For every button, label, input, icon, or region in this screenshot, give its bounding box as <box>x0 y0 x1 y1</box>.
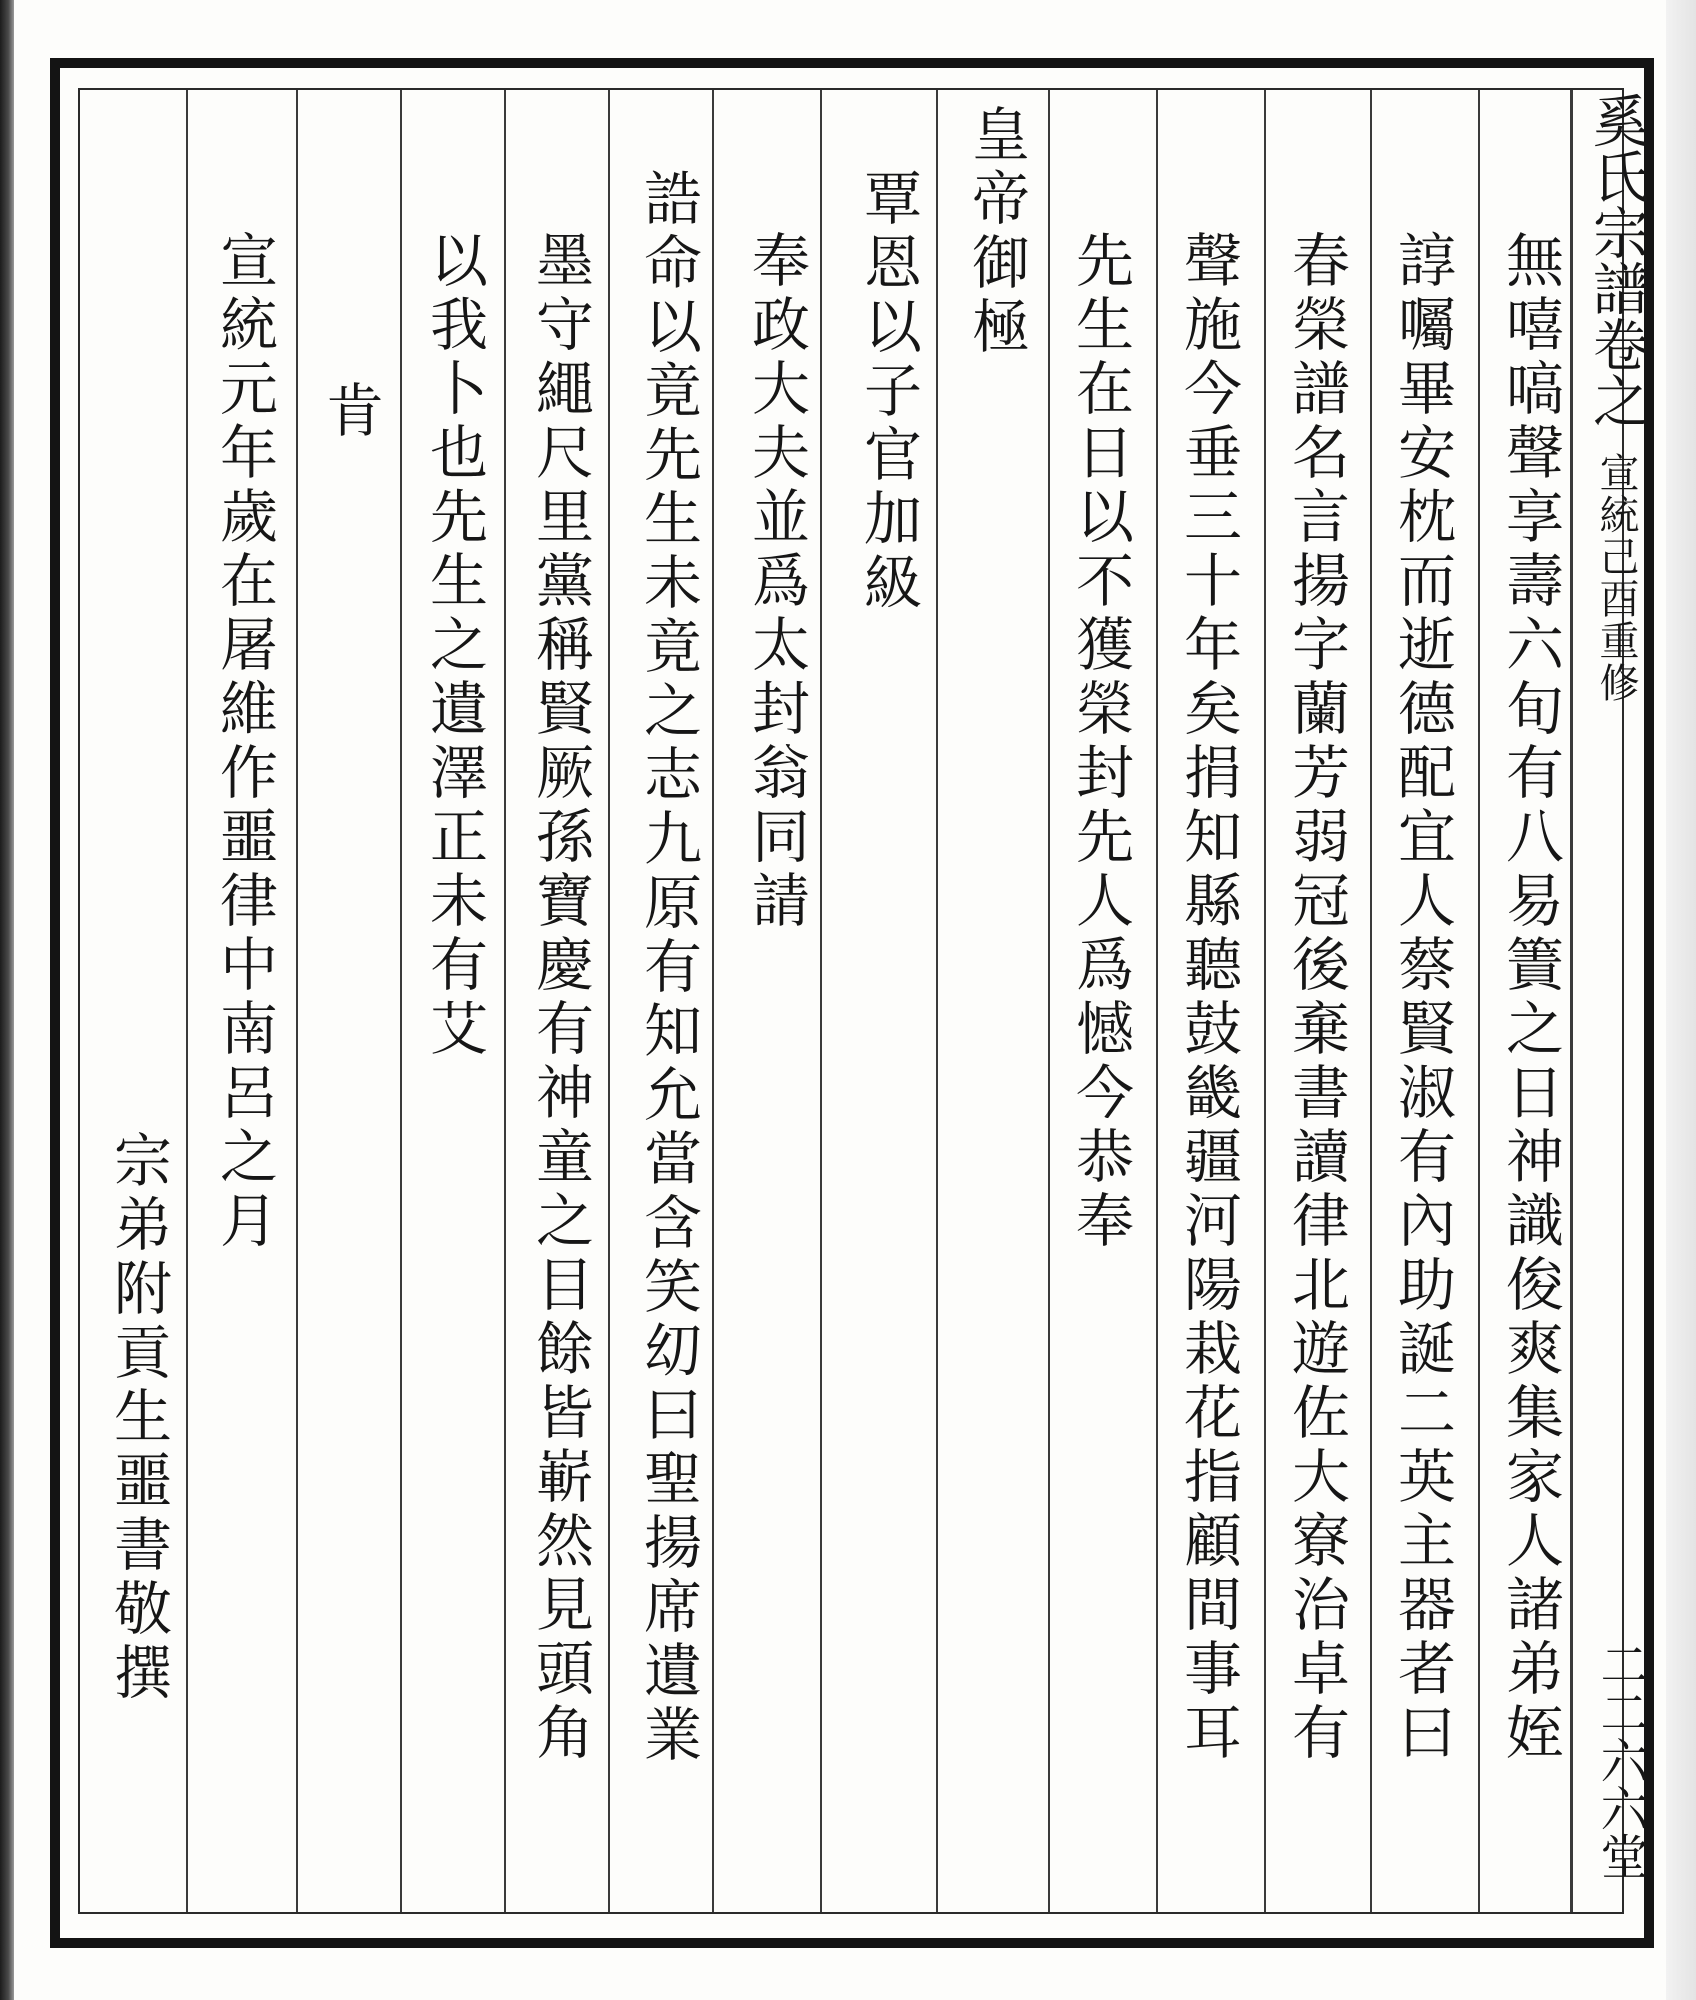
column-rule <box>1156 90 1158 1912</box>
text-column-12: 肯 <box>316 380 384 444</box>
book-header <box>1580 92 1652 1912</box>
text-column-3: 春榮譜名言揚字蘭芳弱冠後棄書讀律北遊佐大寮治卓有 <box>1282 230 1350 1766</box>
text-column-4: 聲施今垂三十年矣捐知縣聽鼓畿疆河陽栽花指顧間事耳 <box>1174 230 1242 1766</box>
revision-note: 宣統己酉重修 <box>1593 452 1639 704</box>
column-rule <box>296 90 298 1912</box>
text-column-10: 墨守繩尺里黨稱賢厥孫寶慶有神童之目餘皆嶄然見頭角 <box>526 230 594 1766</box>
text-column-5: 先生在日以不獲榮封先人爲憾今恭奉 <box>1066 230 1134 1254</box>
column-rule <box>936 90 938 1912</box>
column-rule <box>186 90 188 1912</box>
column-rule <box>400 90 402 1912</box>
text-column-11: 以我卜也先生之遺澤正未有艾 <box>420 230 488 1062</box>
column-rule <box>608 90 610 1912</box>
text-column-1: 無嘻嗃聲享壽六旬有八易簀之日神識俊爽集家人諸弟姪 <box>1496 230 1564 1766</box>
text-column-6: 皇帝御極 <box>962 104 1030 360</box>
column-rule <box>1264 90 1266 1912</box>
column-rule <box>1478 90 1480 1912</box>
book-title: 奚氏宗譜卷之 <box>1584 92 1649 428</box>
scan-page-edge <box>1666 0 1696 2000</box>
author-signature: 宗弟附貢生噩書敬撰 <box>104 1130 172 1706</box>
text-column-9: 誥命以竟先生未竟之志九原有知允當含笑㓜曰聖揚席遺業 <box>634 168 702 1768</box>
column-rule <box>1048 90 1050 1912</box>
text-column-2: 諄囑畢安枕而逝德配宜人蔡賢淑有內助誕二英主器者曰 <box>1388 230 1456 1766</box>
text-column-13: 宣統元年歲在屠維作噩律中南呂之月 <box>210 230 278 1254</box>
text-column-8: 奉政大夫並爲太封翁同請 <box>742 230 810 934</box>
page-number: 二二六六堂 <box>1592 1640 1648 1880</box>
column-rule <box>504 90 506 1912</box>
text-column-7: 覃恩以子官加級 <box>854 168 922 616</box>
column-rule <box>1370 90 1372 1912</box>
scan-binding-edge <box>0 0 14 2000</box>
